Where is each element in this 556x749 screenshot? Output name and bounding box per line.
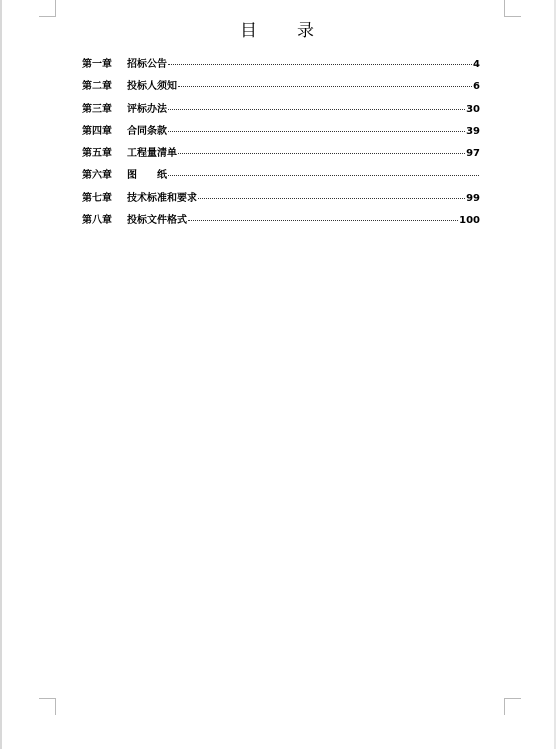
toc-title-char-1: 目: [240, 21, 259, 41]
page-left-border: [0, 0, 2, 749]
toc-chapter-name: 技术标准和要求: [127, 192, 197, 204]
crop-mark-bottom-left: [39, 698, 56, 715]
toc-chapter-name: 合同条款: [127, 125, 167, 137]
toc-chapter-name: 投标文件格式: [127, 215, 187, 227]
toc-leader-dots: [188, 220, 458, 221]
toc-title-char-2: 录: [297, 21, 316, 41]
crop-mark-top-left: [39, 0, 56, 17]
toc-leader-dots: [178, 86, 472, 87]
toc-page-number: 6: [473, 81, 480, 93]
toc-chapter-name: 招标公告: [127, 59, 167, 70]
toc-chapter-number: 第一章: [82, 59, 112, 70]
toc-leader-dots: [168, 109, 465, 110]
toc-leader-dots: [168, 131, 465, 132]
toc-page-number: 100: [459, 215, 480, 227]
crop-mark-top-right: [504, 0, 521, 17]
toc-row[interactable]: [82, 189, 480, 211]
toc-chapter-number: 第三章: [82, 103, 112, 115]
toc-row[interactable]: [82, 100, 480, 122]
toc-chapter-number: 第四章: [82, 125, 112, 137]
toc-chapter-number: 第八章: [82, 215, 112, 227]
table-of-contents: [82, 55, 480, 233]
toc-chapter-name: 投标人须知: [127, 81, 177, 93]
toc-chapter-number: 第五章: [82, 148, 112, 160]
toc-page-number: 99: [466, 192, 480, 204]
toc-page-number: 39: [466, 125, 480, 137]
toc-page-number: 97: [466, 148, 480, 160]
toc-chapter-number: 第七章: [82, 192, 112, 204]
toc-row[interactable]: [82, 122, 480, 144]
toc-chapter-name: 图 纸: [127, 170, 167, 182]
toc-row[interactable]: [82, 211, 480, 233]
toc-row[interactable]: [82, 77, 480, 99]
toc-page-number: 4: [473, 59, 480, 70]
toc-row[interactable]: [82, 166, 480, 188]
toc-title: [0, 16, 556, 41]
toc-chapter-name: 评标办法: [127, 103, 167, 115]
toc-chapter-number: 第六章: [82, 170, 112, 182]
toc-leader-dots: [198, 198, 465, 199]
toc-leader-dots: [168, 175, 479, 176]
toc-chapter-name: 工程量清单: [127, 148, 177, 160]
toc-leader-dots: [178, 153, 465, 154]
toc-leader-dots: [168, 64, 472, 65]
toc-row[interactable]: [82, 55, 480, 77]
crop-mark-bottom-right: [504, 698, 521, 715]
toc-chapter-number: 第二章: [82, 81, 112, 93]
toc-page-number: 30: [466, 103, 480, 115]
toc-row[interactable]: [82, 144, 480, 166]
